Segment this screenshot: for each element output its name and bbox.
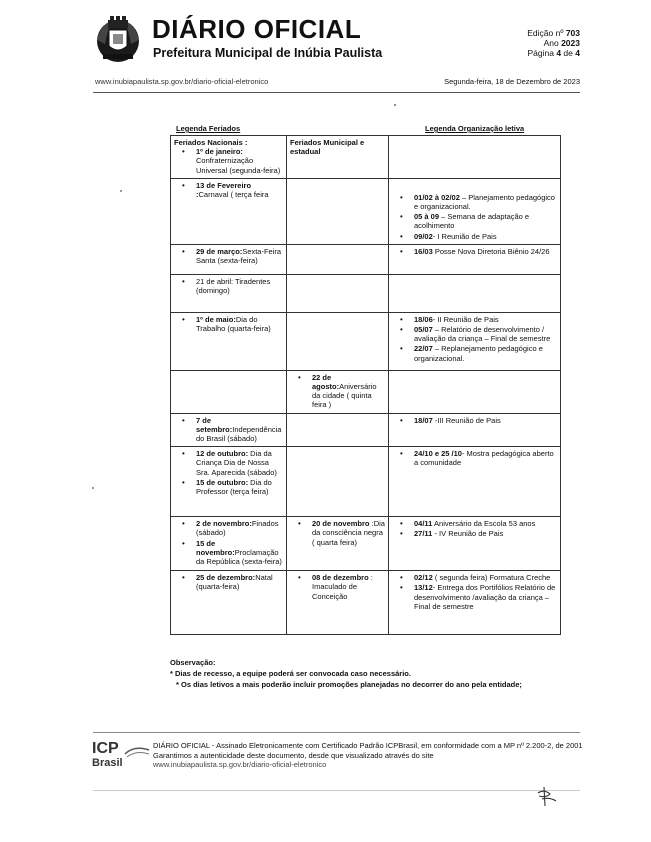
cell-national xyxy=(171,413,287,447)
entry-date: 22 de agosto: xyxy=(312,372,340,392)
entry-date: 1º de maio: xyxy=(196,314,236,324)
list-item xyxy=(414,232,557,241)
cell-national xyxy=(171,517,287,571)
cell-national xyxy=(171,370,287,413)
holiday-calendar-body xyxy=(171,136,561,635)
national-holiday-list xyxy=(174,147,283,175)
list-item xyxy=(414,325,557,343)
year-value: 2023 xyxy=(561,38,580,48)
letiva-list xyxy=(392,519,557,538)
national-list xyxy=(174,181,283,199)
cell-letiva xyxy=(389,370,561,413)
entry-date: 13 de Fevereiro : xyxy=(196,180,252,200)
entry-desc: - Entrega dos Portifólios Relatório de desenvolvimento /avaliação da criança – Final de semestre xyxy=(414,583,556,611)
publication-date: Segunda-feira, 18 de Dezembro de 2023 xyxy=(444,77,580,86)
header-municipal-holidays: Feriados Municipal e estadual xyxy=(290,138,365,157)
national-list xyxy=(174,315,283,333)
entry-date: 18/07 xyxy=(414,415,433,425)
legend-holidays: Legenda Feriados xyxy=(176,124,241,133)
entry-desc: ( segunda feira) Formatura Creche xyxy=(432,573,551,583)
observation-line: * Os dias letivos a mais poderão incluir promoções planejadas no decorrer do ano pela entidade; xyxy=(176,680,522,689)
entry-date: 01/02 à 02/02 xyxy=(414,192,460,202)
table-row xyxy=(171,517,561,571)
list-item xyxy=(414,519,557,528)
cell-national xyxy=(171,136,287,179)
entry-date: 05/07 xyxy=(414,325,433,335)
list-item xyxy=(414,212,557,230)
entry-date: 12 de outubro: xyxy=(196,449,249,459)
letiva-list xyxy=(392,247,557,256)
entry-desc: : Imaculado de Conceição xyxy=(312,573,373,601)
list-item xyxy=(196,573,283,591)
letiva-list xyxy=(392,193,557,241)
entry-date: 16/03 xyxy=(414,246,433,256)
entry-desc: Posse Nova Diretoria Biênio 24/26 xyxy=(432,246,550,256)
municipal-list xyxy=(290,373,385,410)
cell-letiva xyxy=(389,447,561,517)
entry-desc: 21 de abril: Tiradentes (domingo) xyxy=(196,276,271,296)
list-item xyxy=(196,539,283,567)
cell-municipal xyxy=(287,571,389,635)
table-row xyxy=(171,178,561,244)
entry-desc: Sexta-Feira Santa (sexta-feira) xyxy=(196,246,282,266)
entry-date: 15 de outubro: xyxy=(196,477,249,487)
entry-desc: :Dia da consciência negra ( quarta feira) xyxy=(312,519,385,547)
footer-divider xyxy=(93,732,580,733)
handwritten-initials-icon xyxy=(530,785,560,807)
header-divider xyxy=(93,92,580,93)
entry-date: 7 de setembro: xyxy=(196,415,233,434)
cell-national xyxy=(171,312,287,370)
cell-letiva xyxy=(389,571,561,635)
page-current: 4 xyxy=(556,48,562,58)
cell-municipal xyxy=(287,274,389,312)
list-item xyxy=(196,147,283,175)
list-item xyxy=(414,529,557,538)
newspaper-title: DIÁRIO OFICIAL xyxy=(152,14,362,44)
list-item xyxy=(414,344,557,362)
entry-date: 15 de novembro: xyxy=(196,538,235,557)
list-item xyxy=(414,315,557,324)
national-list xyxy=(174,247,283,265)
edition-number: 703 xyxy=(565,28,580,38)
table-row xyxy=(171,136,561,179)
entry-date: 2 de novembro: xyxy=(196,519,252,529)
icp-swoosh-icon xyxy=(124,745,150,759)
entry-desc: Dia do Trabalho (quarta-feira) xyxy=(196,314,271,334)
entry-desc: – Semana de adaptação e acolhimento xyxy=(414,212,530,231)
entry-desc: – Replanejamento pedagógico e organizacional. xyxy=(414,344,543,363)
observation-line: * Dias de recesso, a equipe poderá ser convocada caso necessário. xyxy=(170,669,411,678)
list-item xyxy=(196,247,283,265)
entry-desc: - Mostra pedagógica aberto a comunidade xyxy=(414,449,554,468)
table-row xyxy=(171,274,561,312)
entry-date: 22/07 xyxy=(414,344,433,354)
entry-date: 20 de novembro xyxy=(312,519,370,529)
list-item xyxy=(196,416,283,444)
entry-desc: Independência do Brasil (sábado) xyxy=(196,424,282,444)
entry-desc: Aniversário da Escola 53 anos xyxy=(432,519,536,529)
holiday-date: 1º de janeiro: xyxy=(196,147,243,157)
edition-info xyxy=(527,28,580,58)
footer-line-signature: DIÁRIO OFICIAL - Assinado Eletronicamente com Certificado Padrão ICPBrasil, em conformidade com a MP nº 2.200-2, de 2001 xyxy=(153,741,583,750)
cell-national xyxy=(171,178,287,244)
national-list xyxy=(174,277,283,295)
list-item xyxy=(414,449,557,467)
list-item xyxy=(196,315,283,333)
entry-date: 08 de dezembro xyxy=(312,573,369,583)
cell-letiva xyxy=(389,517,561,571)
header-national-holidays: Feriados Nacionais : xyxy=(174,138,248,147)
scan-dot xyxy=(120,190,122,192)
table-row xyxy=(171,312,561,370)
list-item xyxy=(196,277,283,295)
entry-date: 09/02 xyxy=(414,231,433,241)
entry-desc: Dia do Professor (terça feira) xyxy=(196,477,272,497)
cell-municipal xyxy=(287,136,389,179)
entry-desc: - II Reunião de Pais xyxy=(432,314,499,324)
cell-national xyxy=(171,571,287,635)
edition-label: Edição nº xyxy=(527,28,564,38)
national-list xyxy=(174,573,283,591)
scan-dot xyxy=(394,104,396,106)
list-item xyxy=(196,519,283,537)
cell-national xyxy=(171,274,287,312)
list-item xyxy=(414,416,557,425)
entry-desc: Finados (sábado) xyxy=(196,519,279,538)
cell-national xyxy=(171,244,287,274)
entry-date: 25 de dezembro: xyxy=(196,573,256,583)
entry-date: 27/11 xyxy=(414,529,433,539)
holiday-desc: Confraternização Universal (segunda-feira) xyxy=(196,156,281,175)
entry-desc: Proclamação da República (sexta-feira) xyxy=(196,547,282,567)
entry-desc: - I Reunião de Pais xyxy=(432,231,497,241)
entry-desc: -III Reunião de Pais xyxy=(432,415,501,425)
entry-desc: Dia da Criança Dia de Nossa Sra. Aparecida (sábado) xyxy=(196,449,277,477)
page-total: 4 xyxy=(575,48,580,58)
scan-dot xyxy=(92,487,94,489)
national-list xyxy=(174,416,283,444)
cell-municipal xyxy=(287,413,389,447)
page-label: Página xyxy=(527,48,554,58)
cell-municipal xyxy=(287,312,389,370)
cell-letiva xyxy=(389,312,561,370)
national-list xyxy=(174,449,283,496)
cell-letiva xyxy=(389,178,561,244)
cell-national xyxy=(171,447,287,517)
list-item xyxy=(414,247,557,256)
letiva-list xyxy=(392,449,557,467)
page-of: de xyxy=(563,48,573,58)
header-url-link[interactable]: www.inubiapaulista.sp.gov.br/diario-oficial-eletronico xyxy=(95,77,269,86)
table-row xyxy=(171,571,561,635)
table-row xyxy=(171,413,561,447)
entry-date: 02/12 xyxy=(414,573,433,583)
footer-url-link[interactable]: www.inubiapaulista.sp.gov.br/diario-oficial-eletronico xyxy=(153,760,327,769)
list-item xyxy=(196,449,283,477)
cell-municipal xyxy=(287,370,389,413)
table-row xyxy=(171,244,561,274)
entry-date: 05 à 09 xyxy=(414,212,440,222)
footer-line-authenticity: Garantimos a autenticidade deste documento, desde que visualizado através do site xyxy=(153,750,434,760)
footer-text xyxy=(153,741,583,770)
observations-block xyxy=(170,657,590,690)
entry-desc: – Planejamento pedagógico e organizacional. xyxy=(414,192,555,212)
municipal-list xyxy=(290,519,385,547)
municipal-crest-icon xyxy=(93,14,143,64)
icp-brasil-logo-sub: Brasil xyxy=(92,757,123,769)
entry-desc: - IV Reunião de Pais xyxy=(432,529,504,539)
observations-title: Observação: xyxy=(170,658,216,667)
letiva-list xyxy=(392,315,557,363)
cell-letiva xyxy=(389,136,561,179)
entry-desc: Natal (quarta-feira) xyxy=(196,573,273,592)
entry-date: 29 de março: xyxy=(196,246,243,256)
entry-date: 24/10 e 25 /10 xyxy=(414,449,462,459)
cell-letiva xyxy=(389,274,561,312)
entry-desc: Carnaval ( terça feira xyxy=(198,190,269,200)
list-item xyxy=(196,478,283,496)
list-item xyxy=(312,573,385,601)
letiva-list xyxy=(392,573,557,611)
cell-municipal xyxy=(287,244,389,274)
bottom-divider xyxy=(93,790,580,791)
table-row xyxy=(171,370,561,413)
list-item xyxy=(414,193,557,211)
municipality-subtitle: Prefeitura Municipal de Inúbia Paulista xyxy=(153,46,383,60)
table-row xyxy=(171,447,561,517)
entry-desc: – Relatório de desenvolvimento / avaliação da criança – Final de semestre xyxy=(414,325,551,344)
entry-date: 18/06 xyxy=(414,314,433,324)
list-item xyxy=(414,583,557,611)
cell-municipal xyxy=(287,178,389,244)
entry-desc: Aniversário da cidade ( quinta feira ) xyxy=(312,382,377,410)
entry-date: 04/11 xyxy=(414,519,433,529)
list-item xyxy=(312,373,385,410)
letiva-list xyxy=(392,416,557,425)
cell-municipal xyxy=(287,517,389,571)
list-item xyxy=(196,181,283,199)
national-list xyxy=(174,519,283,566)
list-item xyxy=(414,573,557,582)
municipal-list xyxy=(290,573,385,601)
cell-letiva xyxy=(389,413,561,447)
icp-brasil-logo: ICP xyxy=(92,740,119,757)
list-item xyxy=(312,519,385,547)
year-label: Ano xyxy=(543,38,559,48)
holiday-calendar-table xyxy=(170,135,561,635)
cell-municipal xyxy=(287,447,389,517)
legend-school-calendar: Legenda Organização letiva xyxy=(425,124,525,133)
entry-date: 13/12 xyxy=(414,583,433,593)
cell-letiva xyxy=(389,244,561,274)
